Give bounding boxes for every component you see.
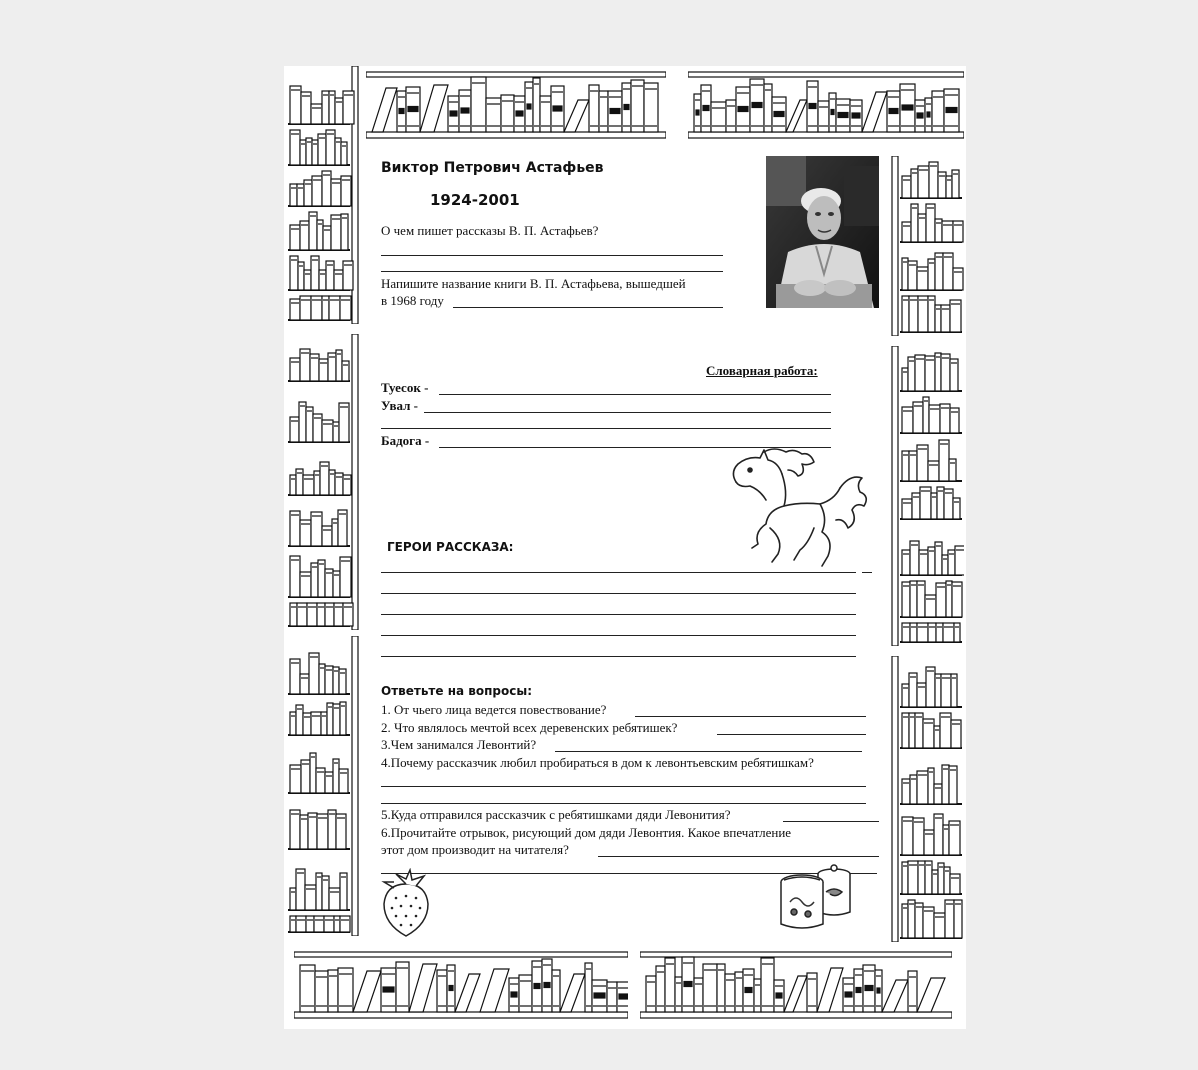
vocabulary-title: Словарная работа: — [706, 363, 818, 378]
answer-line[interactable] — [862, 572, 872, 573]
answer-line[interactable] — [381, 803, 866, 804]
questions-title: Ответьте на вопросы: — [381, 684, 532, 698]
bookshelf-left-middle — [286, 334, 362, 630]
question-1: 1. От чьего лица ведется повествование? — [381, 702, 607, 717]
answer-line[interactable] — [424, 412, 831, 413]
bookshelf-right-top — [888, 156, 964, 336]
question-book-1968: Напишите название книги В. П. Астафьева, вышедшей — [381, 276, 686, 291]
author-years: 1924-2001 — [430, 191, 520, 209]
bookshelf-right-bottom — [888, 656, 964, 942]
heroes-title: ГЕРОИ РАССКАЗА: — [387, 540, 514, 554]
question-what-writes: О чем пишет рассказы В. П. Астафьев? — [381, 223, 599, 238]
answer-line[interactable] — [555, 751, 862, 752]
bookshelf-left-bottom — [286, 636, 362, 936]
bookshelf-bottom-right — [640, 950, 952, 1022]
answer-line[interactable] — [381, 593, 856, 594]
bookshelf-bottom-left — [294, 950, 628, 1022]
answer-line[interactable] — [381, 656, 856, 657]
answer-line[interactable] — [381, 428, 831, 429]
question-5: 5.Куда отправился рассказчик с ребятишками дяди Левонития? — [381, 807, 731, 822]
question-6: 6.Прочитайте отрывок, рисующий дом дяди Левонтия. Какое впечатление — [381, 825, 792, 840]
answer-line[interactable] — [381, 271, 723, 272]
answer-line[interactable] — [381, 786, 866, 787]
answer-line[interactable] — [783, 821, 879, 822]
question-book-1968-cont: в 1968 году — [381, 293, 444, 308]
bookshelf-right-middle — [888, 346, 964, 646]
answer-line[interactable] — [381, 635, 856, 636]
answer-line[interactable] — [598, 856, 879, 857]
answer-line[interactable] — [381, 614, 856, 615]
answer-line[interactable] — [453, 307, 723, 308]
answer-line[interactable] — [635, 716, 866, 717]
bookshelf-left-top — [286, 66, 362, 324]
vocab-term-uval: Увал - — [381, 398, 418, 413]
vocab-term-tuesok: Туесок - — [381, 380, 429, 395]
strawberry-illustration — [376, 868, 436, 938]
question-4: 4.Почему рассказчик любил пробираться в дом к левонтьевским ребятишкам? — [381, 755, 814, 770]
vocab-term-badoga: Бадога - — [381, 433, 430, 448]
worksheet-page — [284, 66, 966, 1029]
answer-line[interactable] — [717, 734, 866, 735]
bookshelf-top-left — [366, 70, 666, 142]
question-2: 2. Что являлось мечтой всех деревенских ребятишек? — [381, 720, 678, 735]
author-name: Виктор Петрович Астафьев — [381, 160, 604, 176]
bookshelf-top-right — [688, 70, 964, 142]
horse-illustration — [724, 444, 874, 572]
author-photo — [766, 156, 879, 308]
answer-line[interactable] — [381, 255, 723, 256]
question-3: 3.Чем занимался Левонтий? — [381, 737, 537, 752]
answer-line[interactable] — [381, 572, 856, 573]
answer-line[interactable] — [439, 394, 831, 395]
question-6-cont: этот дом производит на читателя? — [381, 842, 569, 857]
tins-illustration — [778, 862, 858, 934]
